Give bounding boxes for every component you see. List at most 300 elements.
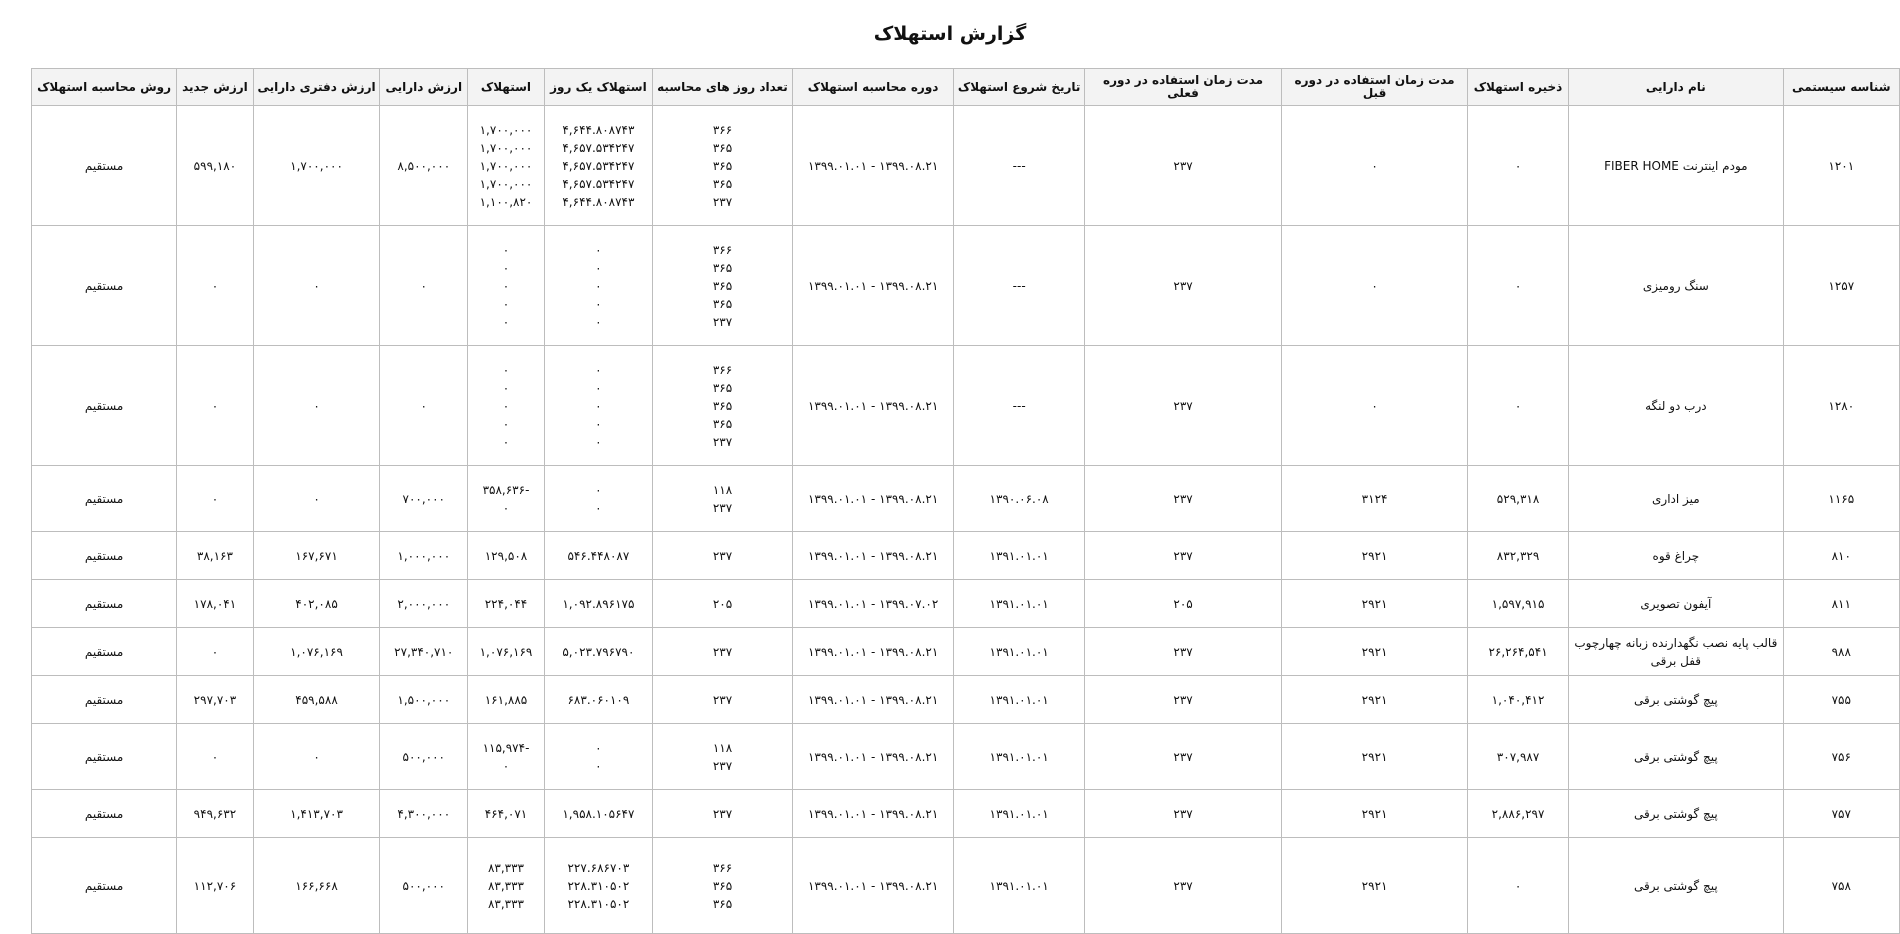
cell-book-value-value: ۰ bbox=[313, 491, 320, 506]
cell-previous-period-usage bbox=[1282, 466, 1468, 532]
cell-book-value-value: ۰ bbox=[313, 398, 320, 413]
cell-system-id bbox=[1783, 466, 1899, 532]
cell-calculated-days-value: ۲۰۵ bbox=[712, 596, 733, 611]
cell-book-value bbox=[253, 628, 380, 676]
cell-asset-name bbox=[1569, 346, 1783, 466]
cell-previous-period-usage-value: ۰ bbox=[1371, 398, 1378, 413]
table-row[interactable] bbox=[32, 346, 1900, 466]
cell-calculated-days-value: ۲۳۷ bbox=[712, 194, 733, 209]
cell-asset-value-value: ۸,۵۰۰,۰۰۰ bbox=[397, 158, 451, 173]
cell-book-value-value: ۴۰۲,۰۸۵ bbox=[295, 596, 338, 611]
cell-calculation-method-value: مستقیم bbox=[84, 398, 124, 413]
cell-system-id-value: ۹۸۸ bbox=[1831, 644, 1851, 659]
cell-depreciation-value: ۸۳,۳۳۳ bbox=[487, 878, 524, 893]
cell-system-id bbox=[1783, 580, 1899, 628]
cell-daily-depreciation-value: ۰ bbox=[595, 398, 602, 413]
cell-depreciation bbox=[468, 676, 545, 724]
cell-depreciation-start-date-value: --- bbox=[1012, 158, 1026, 173]
cell-depreciation bbox=[468, 106, 545, 226]
cell-depreciation-reserve-value: ۲,۸۸۶,۲۹۷ bbox=[1491, 806, 1545, 821]
cell-calculated-days-value: ۲۳۷ bbox=[712, 314, 733, 329]
cell-system-id-value: ۱۲۸۰ bbox=[1828, 398, 1855, 413]
cell-daily-depreciation-value: ۰ bbox=[595, 296, 602, 311]
cell-calculated-days-value: ۱۱۸ bbox=[712, 482, 733, 497]
cell-calculation-period bbox=[792, 838, 953, 934]
cell-current-period-usage-value: ۲۳۷ bbox=[1173, 158, 1193, 173]
cell-asset-name-value: پیچ گوشتی برقی bbox=[1634, 878, 1718, 893]
cell-depreciation-value: ۱,۷۰۰,۰۰۰ bbox=[479, 140, 533, 155]
cell-calculation-method-value: مستقیم bbox=[84, 749, 124, 764]
cell-daily-depreciation-value: ۰ bbox=[595, 500, 602, 515]
cell-system-id-value: ۱۲۰۱ bbox=[1828, 158, 1855, 173]
column-header-book-value[interactable]: ارزش دفتری دارایی bbox=[253, 69, 380, 106]
cell-calculation-method-value: مستقیم bbox=[84, 596, 124, 611]
cell-new-value-value: ۰ bbox=[211, 644, 219, 659]
column-header-system-id[interactable]: شناسه سیستمی bbox=[1783, 69, 1899, 106]
cell-asset-value bbox=[380, 346, 468, 466]
cell-depreciation-value: ۰ bbox=[502, 278, 510, 293]
cell-asset-value-value: ۷۰۰,۰۰۰ bbox=[402, 491, 446, 506]
cell-depreciation-reserve-value: ۵۲۹,۳۱۸ bbox=[1496, 491, 1540, 506]
cell-calculation-method-value: مستقیم bbox=[84, 491, 124, 506]
cell-calculation-method-value: مستقیم bbox=[84, 878, 124, 893]
cell-depreciation-start-date-value: ۱۳۹۱.۰۱.۰۱ bbox=[989, 596, 1049, 611]
cell-calculation-period bbox=[792, 346, 953, 466]
cell-new-value-value: ۹۴۹,۶۳۲ bbox=[193, 806, 237, 821]
cell-current-period-usage bbox=[1085, 838, 1282, 934]
cell-asset-name bbox=[1569, 676, 1783, 724]
table-row[interactable] bbox=[32, 790, 1900, 838]
cell-daily-depreciation-value: ۰ bbox=[595, 740, 602, 755]
cell-calculated-days bbox=[653, 346, 793, 466]
cell-new-value bbox=[177, 724, 254, 790]
cell-system-id-value: ۷۵۸ bbox=[1831, 878, 1851, 893]
cell-asset-value bbox=[380, 790, 468, 838]
cell-calculation-period-value: ۱۳۹۹.۰۱.۰۱ - ۱۳۹۹.۰۸.۲۱ bbox=[807, 692, 939, 707]
cell-depreciation-start-date-value: ۱۳۹۱.۰۱.۰۱ bbox=[989, 548, 1049, 563]
cell-previous-period-usage-value: ۲۹۲۱ bbox=[1361, 878, 1388, 893]
cell-new-value-value: ۰ bbox=[211, 278, 219, 293]
cell-current-period-usage bbox=[1085, 466, 1282, 532]
cell-calculation-period-value: ۱۳۹۹.۰۱.۰۱ - ۱۳۹۹.۰۸.۲۱ bbox=[807, 644, 939, 659]
cell-depreciation-value: -۳۵۸,۶۳۶ bbox=[482, 482, 530, 497]
table-row[interactable] bbox=[32, 628, 1900, 676]
cell-asset-name bbox=[1569, 838, 1783, 934]
cell-depreciation-value: ۱,۷۰۰,۰۰۰ bbox=[479, 122, 533, 137]
cell-depreciation-reserve bbox=[1468, 628, 1569, 676]
cell-daily-depreciation-value: ۰ bbox=[595, 434, 602, 449]
cell-calculation-period bbox=[792, 106, 953, 226]
cell-asset-value-value: ۲۷,۳۴۰,۷۱۰ bbox=[394, 644, 454, 659]
cell-daily-depreciation bbox=[544, 106, 652, 226]
cell-asset-name-value: مودم اینترنت FIBER HOME bbox=[1604, 158, 1748, 173]
cell-current-period-usage bbox=[1085, 226, 1282, 346]
cell-depreciation-value: ۱,۷۰۰,۰۰۰ bbox=[479, 158, 533, 173]
cell-system-id bbox=[1783, 106, 1899, 226]
cell-asset-value bbox=[380, 106, 468, 226]
column-header-current-period-usage[interactable]: مدت زمان استفاده در دوره فعلی bbox=[1085, 69, 1282, 106]
column-header-depreciation-reserve[interactable]: ذخیره استهلاک bbox=[1468, 69, 1569, 106]
cell-calculation-period bbox=[792, 580, 953, 628]
cell-system-id-value: ۷۵۷ bbox=[1831, 806, 1851, 821]
cell-new-value bbox=[177, 346, 254, 466]
cell-depreciation-reserve-value: ۱,۰۴۰,۴۱۲ bbox=[1491, 692, 1545, 707]
cell-depreciation-value: -۱۱۵,۹۷۴ bbox=[482, 740, 530, 755]
cell-depreciation-start-date-value: ۱۳۹۱.۰۱.۰۱ bbox=[989, 692, 1049, 707]
cell-daily-depreciation bbox=[544, 790, 652, 838]
cell-new-value bbox=[177, 790, 254, 838]
cell-asset-value-value: ۰ bbox=[420, 278, 427, 293]
cell-book-value-value: ۱۶۶,۶۶۸ bbox=[295, 878, 338, 893]
cell-calculation-period bbox=[792, 676, 953, 724]
cell-current-period-usage-value: ۲۳۷ bbox=[1173, 644, 1193, 659]
cell-depreciation-value: ۰ bbox=[502, 296, 510, 311]
table-row[interactable] bbox=[32, 532, 1900, 580]
cell-depreciation-reserve-value: ۰ bbox=[1514, 398, 1522, 413]
cell-new-value bbox=[177, 628, 254, 676]
column-header-calculation-period[interactable]: دوره محاسبه استهلاک bbox=[792, 69, 953, 106]
cell-current-period-usage bbox=[1085, 106, 1282, 226]
cell-current-period-usage bbox=[1085, 790, 1282, 838]
cell-calculation-period bbox=[792, 226, 953, 346]
cell-current-period-usage-value: ۲۳۷ bbox=[1173, 806, 1193, 821]
cell-depreciation-reserve-value: ۱,۵۹۷,۹۱۵ bbox=[1491, 596, 1545, 611]
cell-calculated-days-value: ۳۶۵ bbox=[712, 896, 733, 911]
cell-calculated-days-value: ۲۳۷ bbox=[712, 500, 733, 515]
cell-depreciation-start-date-value: ۱۳۹۱.۰۱.۰۱ bbox=[989, 749, 1049, 764]
table-row[interactable] bbox=[32, 226, 1900, 346]
cell-asset-value bbox=[380, 838, 468, 934]
cell-depreciation-value: ۸۳,۳۳۳ bbox=[487, 860, 524, 875]
cell-asset-name-value: درب دو لنگه bbox=[1645, 398, 1707, 413]
cell-asset-name bbox=[1569, 790, 1783, 838]
cell-new-value bbox=[177, 676, 254, 724]
cell-calculated-days-value: ۲۳۷ bbox=[712, 692, 733, 707]
cell-depreciation-value: ۰ bbox=[502, 500, 510, 515]
cell-depreciation-value: ۲۲۴,۰۴۴ bbox=[484, 596, 528, 611]
cell-previous-period-usage bbox=[1282, 676, 1468, 724]
cell-current-period-usage-value: ۲۳۷ bbox=[1173, 548, 1193, 563]
table-row[interactable] bbox=[32, 838, 1900, 934]
cell-calculated-days-value: ۳۶۵ bbox=[712, 878, 733, 893]
cell-depreciation-reserve-value: ۰ bbox=[1514, 158, 1522, 173]
cell-depreciation-reserve bbox=[1468, 790, 1569, 838]
cell-daily-depreciation-value: ۰ bbox=[595, 416, 602, 431]
column-header-daily-depreciation[interactable]: استهلاک یک روز bbox=[544, 69, 652, 106]
cell-depreciation-reserve bbox=[1468, 226, 1569, 346]
cell-daily-depreciation-value: ۴,۶۵۷.۵۳۴۲۴۷ bbox=[562, 158, 635, 173]
cell-book-value-value: ۱۶۷,۶۷۱ bbox=[295, 548, 338, 563]
cell-daily-depreciation-value: ۵۴۶.۴۴۸۰۸۷ bbox=[567, 548, 630, 563]
cell-depreciation bbox=[468, 838, 545, 934]
cell-asset-value-value: ۵۰۰,۰۰۰ bbox=[402, 749, 446, 764]
cell-depreciation-reserve bbox=[1468, 724, 1569, 790]
cell-book-value bbox=[253, 724, 380, 790]
cell-depreciation-value: ۱۲۹,۵۰۸ bbox=[484, 548, 528, 563]
cell-previous-period-usage-value: ۲۹۲۱ bbox=[1361, 596, 1388, 611]
cell-calculated-days-value: ۳۶۵ bbox=[712, 260, 733, 275]
cell-asset-value bbox=[380, 466, 468, 532]
cell-daily-depreciation bbox=[544, 532, 652, 580]
cell-calculated-days-value: ۳۶۵ bbox=[712, 416, 733, 431]
cell-asset-value bbox=[380, 628, 468, 676]
cell-new-value-value: ۰ bbox=[211, 398, 219, 413]
cell-previous-period-usage-value: ۲۹۲۱ bbox=[1361, 749, 1388, 764]
column-header-asset-value[interactable]: ارزش دارایی bbox=[380, 69, 468, 106]
cell-depreciation-start-date-value: ۱۳۹۱.۰۱.۰۱ bbox=[989, 878, 1049, 893]
cell-depreciation-start-date-value: ۱۳۹۱.۰۱.۰۱ bbox=[989, 806, 1049, 821]
cell-calculated-days bbox=[653, 790, 793, 838]
cell-new-value-value: ۵۹۹,۱۸۰ bbox=[193, 158, 237, 173]
cell-daily-depreciation-value: ۰ bbox=[595, 758, 602, 773]
cell-calculation-method-value: مستقیم bbox=[84, 278, 124, 293]
cell-daily-depreciation-value: ۰ bbox=[595, 260, 602, 275]
cell-current-period-usage-value: ۲۳۷ bbox=[1173, 749, 1193, 764]
cell-current-period-usage-value: ۲۳۷ bbox=[1173, 692, 1193, 707]
cell-previous-period-usage-value: ۳۱۲۴ bbox=[1361, 491, 1388, 506]
cell-daily-depreciation-value: ۲۲۸.۳۱۰۵۰۲ bbox=[567, 896, 630, 911]
cell-new-value bbox=[177, 466, 254, 532]
cell-asset-value-value: ۱,۰۰۰,۰۰۰ bbox=[397, 548, 451, 563]
cell-previous-period-usage bbox=[1282, 532, 1468, 580]
cell-previous-period-usage-value: ۰ bbox=[1371, 278, 1378, 293]
cell-calculation-period-value: ۱۳۹۹.۰۱.۰۱ - ۱۳۹۹.۰۸.۲۱ bbox=[807, 158, 939, 173]
cell-calculation-period-value: ۱۳۹۹.۰۱.۰۱ - ۱۳۹۹.۰۸.۲۱ bbox=[807, 491, 939, 506]
cell-calculation-period-value: ۱۳۹۹.۰۱.۰۱ - ۱۳۹۹.۰۸.۲۱ bbox=[807, 398, 939, 413]
cell-calculated-days-value: ۳۶۵ bbox=[712, 398, 733, 413]
cell-depreciation-reserve-value: ۳۰۷,۹۸۷ bbox=[1496, 749, 1540, 764]
cell-calculation-period-value: ۱۳۹۹.۰۱.۰۱ - ۱۳۹۹.۰۸.۲۱ bbox=[807, 806, 939, 821]
cell-system-id bbox=[1783, 724, 1899, 790]
cell-depreciation-value: ۰ bbox=[502, 758, 510, 773]
cell-daily-depreciation-value: ۲۲۸.۳۱۰۵۰۲ bbox=[567, 878, 630, 893]
cell-depreciation-value: ۱,۰۷۶,۱۶۹ bbox=[479, 644, 533, 659]
cell-calculated-days-value: ۲۳۷ bbox=[712, 644, 733, 659]
cell-book-value bbox=[253, 532, 380, 580]
cell-system-id-value: ۸۱۰ bbox=[1831, 548, 1851, 563]
table-row[interactable] bbox=[32, 676, 1900, 724]
cell-calculated-days-value: ۳۶۵ bbox=[712, 278, 733, 293]
cell-calculated-days bbox=[653, 226, 793, 346]
cell-asset-name-value: چراغ قوه bbox=[1652, 548, 1700, 563]
cell-daily-depreciation bbox=[544, 628, 652, 676]
cell-depreciation-value: ۰ bbox=[502, 380, 510, 395]
cell-calculation-method bbox=[32, 676, 177, 724]
cell-previous-period-usage bbox=[1282, 226, 1468, 346]
column-header-previous-period-usage[interactable]: مدت زمان استفاده در دوره قبل bbox=[1282, 69, 1468, 106]
cell-calculated-days-value: ۳۶۶ bbox=[712, 362, 733, 377]
cell-asset-name bbox=[1569, 226, 1783, 346]
cell-book-value bbox=[253, 580, 380, 628]
cell-calculation-period bbox=[792, 724, 953, 790]
cell-depreciation-reserve-value: ۰ bbox=[1514, 278, 1522, 293]
cell-calculated-days bbox=[653, 628, 793, 676]
cell-daily-depreciation bbox=[544, 346, 652, 466]
cell-asset-value-value: ۰ bbox=[420, 398, 427, 413]
cell-previous-period-usage bbox=[1282, 838, 1468, 934]
cell-daily-depreciation-value: ۰ bbox=[595, 380, 602, 395]
cell-current-period-usage bbox=[1085, 580, 1282, 628]
cell-system-id bbox=[1783, 790, 1899, 838]
cell-book-value bbox=[253, 346, 380, 466]
cell-calculated-days-value: ۳۶۵ bbox=[712, 380, 733, 395]
cell-calculation-method bbox=[32, 226, 177, 346]
cell-calculated-days-value: ۳۶۵ bbox=[712, 296, 733, 311]
column-header-depreciation-start-date[interactable]: تاریخ شروع استهلاک bbox=[954, 69, 1085, 106]
column-header-asset-name[interactable]: نام دارایی bbox=[1569, 69, 1783, 106]
cell-asset-value-value: ۱,۵۰۰,۰۰۰ bbox=[397, 692, 451, 707]
cell-asset-value bbox=[380, 580, 468, 628]
cell-asset-name bbox=[1569, 532, 1783, 580]
page-title: گزارش استهلاک bbox=[873, 23, 1027, 45]
cell-system-id bbox=[1783, 532, 1899, 580]
cell-depreciation-start-date-value: ۱۳۹۰.۰۶.۰۸ bbox=[989, 491, 1049, 506]
cell-depreciation-value: ۰ bbox=[502, 398, 510, 413]
cell-calculation-period bbox=[792, 628, 953, 676]
table-row[interactable] bbox=[32, 580, 1900, 628]
cell-asset-name-value: پیچ گوشتی برقی bbox=[1634, 692, 1718, 707]
cell-depreciation-start-date bbox=[954, 466, 1085, 532]
cell-asset-name-value: پیچ گوشتی برقی bbox=[1634, 806, 1718, 821]
cell-new-value bbox=[177, 106, 254, 226]
cell-current-period-usage-value: ۲۰۵ bbox=[1173, 596, 1193, 611]
cell-current-period-usage bbox=[1085, 532, 1282, 580]
cell-asset-name-value: پیچ گوشتی برقی bbox=[1634, 749, 1718, 764]
cell-depreciation-reserve-value: ۰ bbox=[1514, 878, 1522, 893]
cell-system-id bbox=[1783, 226, 1899, 346]
cell-asset-name bbox=[1569, 628, 1783, 676]
column-header-new-value[interactable]: ارزش جدید bbox=[177, 69, 254, 106]
cell-new-value bbox=[177, 580, 254, 628]
column-header-calculation-method[interactable]: روش محاسبه استهلاک bbox=[32, 69, 177, 106]
cell-depreciation-start-date bbox=[954, 790, 1085, 838]
cell-depreciation-start-date bbox=[954, 226, 1085, 346]
cell-asset-name-value: سنگ رومیزی bbox=[1642, 278, 1709, 293]
cell-asset-name bbox=[1569, 106, 1783, 226]
cell-book-value-value: ۰ bbox=[313, 749, 320, 764]
cell-daily-depreciation-value: ۴,۶۵۷.۵۳۴۲۴۷ bbox=[562, 140, 635, 155]
cell-depreciation-reserve bbox=[1468, 466, 1569, 532]
table-row[interactable] bbox=[32, 106, 1900, 226]
cell-calculation-period-value: ۱۳۹۹.۰۱.۰۱ - ۱۳۹۹.۰۸.۲۱ bbox=[807, 548, 939, 563]
cell-system-id-value: ۷۵۵ bbox=[1831, 692, 1851, 707]
cell-depreciation-reserve bbox=[1468, 106, 1569, 226]
cell-new-value-value: ۰ bbox=[211, 749, 219, 764]
cell-calculated-days bbox=[653, 532, 793, 580]
cell-previous-period-usage-value: ۲۹۲۱ bbox=[1361, 806, 1388, 821]
cell-asset-name-value: قالب پایه نصب نگهدارنده زبانه چهارچوب قفل برقی bbox=[1574, 635, 1778, 668]
cell-new-value bbox=[177, 226, 254, 346]
table-body bbox=[32, 106, 1900, 934]
cell-book-value-value: ۱,۷۰۰,۰۰۰ bbox=[290, 158, 343, 173]
cell-depreciation bbox=[468, 226, 545, 346]
cell-calculated-days-value: ۳۶۵ bbox=[712, 140, 733, 155]
cell-depreciation-value: ۱۶۱,۸۸۵ bbox=[484, 692, 528, 707]
cell-calculation-method bbox=[32, 724, 177, 790]
cell-daily-depreciation-value: ۲۲۷.۶۸۶۷۰۳ bbox=[567, 860, 630, 875]
cell-depreciation-start-date-value: --- bbox=[1012, 278, 1026, 293]
cell-daily-depreciation-value: ۰ bbox=[595, 278, 602, 293]
cell-asset-name bbox=[1569, 466, 1783, 532]
cell-daily-depreciation-value: ۰ bbox=[595, 242, 602, 257]
cell-asset-value bbox=[380, 676, 468, 724]
cell-calculation-period-value: ۱۳۹۹.۰۱.۰۱ - ۱۳۹۹.۰۸.۲۱ bbox=[807, 278, 939, 293]
cell-calculated-days bbox=[653, 106, 793, 226]
cell-calculation-method-value: مستقیم bbox=[84, 644, 124, 659]
cell-daily-depreciation-value: ۴,۶۵۷.۵۳۴۲۴۷ bbox=[562, 176, 635, 191]
cell-current-period-usage-value: ۲۳۷ bbox=[1173, 398, 1193, 413]
cell-asset-value-value: ۴,۳۰۰,۰۰۰ bbox=[397, 806, 451, 821]
cell-current-period-usage bbox=[1085, 628, 1282, 676]
cell-asset-name bbox=[1569, 580, 1783, 628]
column-header-depreciation[interactable]: استهلاک bbox=[468, 69, 545, 106]
cell-calculated-days-value: ۲۳۷ bbox=[712, 548, 733, 563]
cell-daily-depreciation-value: ۰ bbox=[595, 362, 602, 377]
cell-depreciation bbox=[468, 628, 545, 676]
cell-calculated-days bbox=[653, 838, 793, 934]
cell-calculation-period-value: ۱۳۹۹.۰۱.۰۱ - ۱۳۹۹.۰۸.۲۱ bbox=[807, 749, 939, 764]
cell-calculation-method bbox=[32, 346, 177, 466]
cell-calculation-method-value: مستقیم bbox=[84, 158, 124, 173]
cell-current-period-usage-value: ۲۳۷ bbox=[1173, 278, 1193, 293]
table-row[interactable] bbox=[32, 724, 1900, 790]
cell-calculated-days bbox=[653, 724, 793, 790]
cell-previous-period-usage bbox=[1282, 724, 1468, 790]
cell-calculated-days-value: ۳۶۵ bbox=[712, 158, 733, 173]
cell-depreciation-start-date bbox=[954, 532, 1085, 580]
cell-book-value bbox=[253, 790, 380, 838]
cell-calculated-days-value: ۲۳۷ bbox=[712, 434, 733, 449]
cell-new-value-value: ۱۱۲,۷۰۶ bbox=[193, 878, 237, 893]
cell-daily-depreciation bbox=[544, 838, 652, 934]
cell-depreciation-reserve-value: ۲۶,۲۶۴,۵۴۱ bbox=[1488, 644, 1548, 659]
header-row bbox=[32, 69, 1900, 106]
cell-book-value-value: ۱,۴۱۳,۷۰۳ bbox=[290, 806, 343, 821]
cell-daily-depreciation-value: ۴,۶۴۴.۸۰۸۷۴۳ bbox=[562, 122, 635, 137]
cell-book-value bbox=[253, 106, 380, 226]
cell-previous-period-usage-value: ۲۹۲۱ bbox=[1361, 644, 1388, 659]
cell-depreciation-start-date bbox=[954, 580, 1085, 628]
cell-asset-name-value: میز اداری bbox=[1652, 491, 1700, 506]
cell-calculation-method bbox=[32, 466, 177, 532]
cell-calculated-days bbox=[653, 676, 793, 724]
cell-asset-value bbox=[380, 724, 468, 790]
cell-previous-period-usage bbox=[1282, 628, 1468, 676]
cell-previous-period-usage bbox=[1282, 106, 1468, 226]
table-row[interactable] bbox=[32, 466, 1900, 532]
cell-calculated-days-value: ۲۳۷ bbox=[712, 806, 733, 821]
cell-daily-depreciation bbox=[544, 466, 652, 532]
column-header-calculated-days[interactable]: تعداد روز های محاسبه bbox=[653, 69, 793, 106]
cell-calculation-method-value: مستقیم bbox=[84, 806, 124, 821]
cell-depreciation-reserve-value: ۸۳۲,۳۲۹ bbox=[1496, 548, 1540, 563]
cell-previous-period-usage bbox=[1282, 580, 1468, 628]
cell-book-value bbox=[253, 466, 380, 532]
cell-new-value bbox=[177, 838, 254, 934]
cell-previous-period-usage-value: ۰ bbox=[1371, 158, 1378, 173]
cell-calculation-method bbox=[32, 106, 177, 226]
cell-daily-depreciation-value: ۴,۶۴۴.۸۰۸۷۴۳ bbox=[562, 194, 635, 209]
cell-depreciation-value: ۴۶۴,۰۷۱ bbox=[484, 806, 528, 821]
cell-new-value-value: ۱۷۸,۰۴۱ bbox=[193, 596, 237, 611]
cell-calculated-days bbox=[653, 580, 793, 628]
cell-previous-period-usage bbox=[1282, 790, 1468, 838]
cell-asset-name-value: آیفون تصویری bbox=[1640, 596, 1712, 611]
cell-calculated-days-value: ۳۶۶ bbox=[712, 122, 733, 137]
cell-asset-name bbox=[1569, 724, 1783, 790]
cell-depreciation bbox=[468, 724, 545, 790]
cell-book-value bbox=[253, 226, 380, 346]
